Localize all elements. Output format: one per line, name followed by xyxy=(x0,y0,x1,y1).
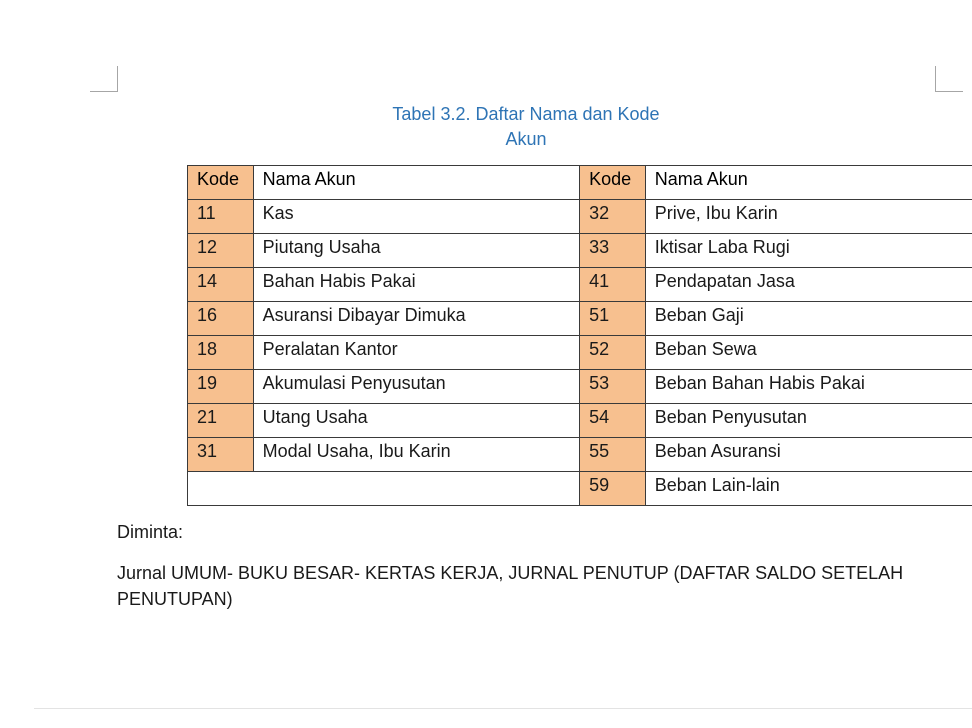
table-row xyxy=(188,472,972,506)
account-name: Beban Sewa xyxy=(645,336,972,370)
account-name: Beban Asuransi xyxy=(645,438,972,472)
account-name: Beban Gaji xyxy=(645,302,972,336)
table-row xyxy=(188,200,972,234)
page-margin-corner-top-right xyxy=(935,66,963,92)
page-divider xyxy=(34,708,972,709)
account-code: 55 xyxy=(580,438,646,472)
account-code: 19 xyxy=(188,370,254,404)
task-instructions: Jurnal UMUM- BUKU BESAR- KERTAS KERJA, JURNAL PENUTUP (DAFTAR SALDO SETELAH PENUTUPAN) xyxy=(117,563,904,609)
table-header-row xyxy=(188,166,972,200)
table-caption-line-1: Tabel 3.2. Daftar Nama dan Kode xyxy=(392,104,660,124)
account-code: 31 xyxy=(188,438,254,472)
account-name: Iktisar Laba Rugi xyxy=(645,234,972,268)
account-name: Peralatan Kantor xyxy=(253,336,580,370)
diminta-label: Diminta: xyxy=(117,522,184,542)
table-row xyxy=(188,234,972,268)
account-name: Piutang Usaha xyxy=(253,234,580,268)
account-code: 12 xyxy=(188,234,254,268)
header-nama-akun-right: Nama Akun xyxy=(645,166,972,200)
account-code: 52 xyxy=(580,336,646,370)
account-code: 18 xyxy=(188,336,254,370)
empty-merged-cell xyxy=(188,472,580,506)
account-code: 21 xyxy=(188,404,254,438)
table-row xyxy=(188,438,972,472)
page-margin-corner-top-left xyxy=(90,66,118,92)
account-code: 41 xyxy=(580,268,646,302)
account-name: Kas xyxy=(253,200,580,234)
account-code: 16 xyxy=(188,302,254,336)
account-name: Utang Usaha xyxy=(253,404,580,438)
account-name: Bahan Habis Pakai xyxy=(253,268,580,302)
table-row xyxy=(188,336,972,370)
account-name: Beban Lain-lain xyxy=(645,472,972,506)
table-row xyxy=(188,302,972,336)
account-code: 51 xyxy=(580,302,646,336)
account-name: Pendapatan Jasa xyxy=(645,268,972,302)
account-name: Asuransi Dibayar Dimuka xyxy=(253,302,580,336)
account-code: 53 xyxy=(580,370,646,404)
account-code: 11 xyxy=(188,200,254,234)
account-code-table xyxy=(187,165,972,506)
account-code: 54 xyxy=(580,404,646,438)
account-code: 33 xyxy=(580,234,646,268)
table-row xyxy=(188,268,972,302)
header-nama-akun-left: Nama Akun xyxy=(253,166,580,200)
account-code: 59 xyxy=(580,472,646,506)
account-name: Akumulasi Penyusutan xyxy=(253,370,580,404)
account-code: 32 xyxy=(580,200,646,234)
account-name: Beban Penyusutan xyxy=(645,404,972,438)
table-row xyxy=(188,404,972,438)
table-caption-line-2: Akun xyxy=(505,129,547,149)
account-name: Prive, Ibu Karin xyxy=(645,200,972,234)
header-kode-left: Kode xyxy=(188,166,254,200)
account-name: Modal Usaha, Ibu Karin xyxy=(253,438,580,472)
header-kode-right: Kode xyxy=(580,166,646,200)
table-row xyxy=(188,370,972,404)
account-name: Beban Bahan Habis Pakai xyxy=(645,370,972,404)
table-caption xyxy=(340,102,712,152)
account-code: 14 xyxy=(188,268,254,302)
